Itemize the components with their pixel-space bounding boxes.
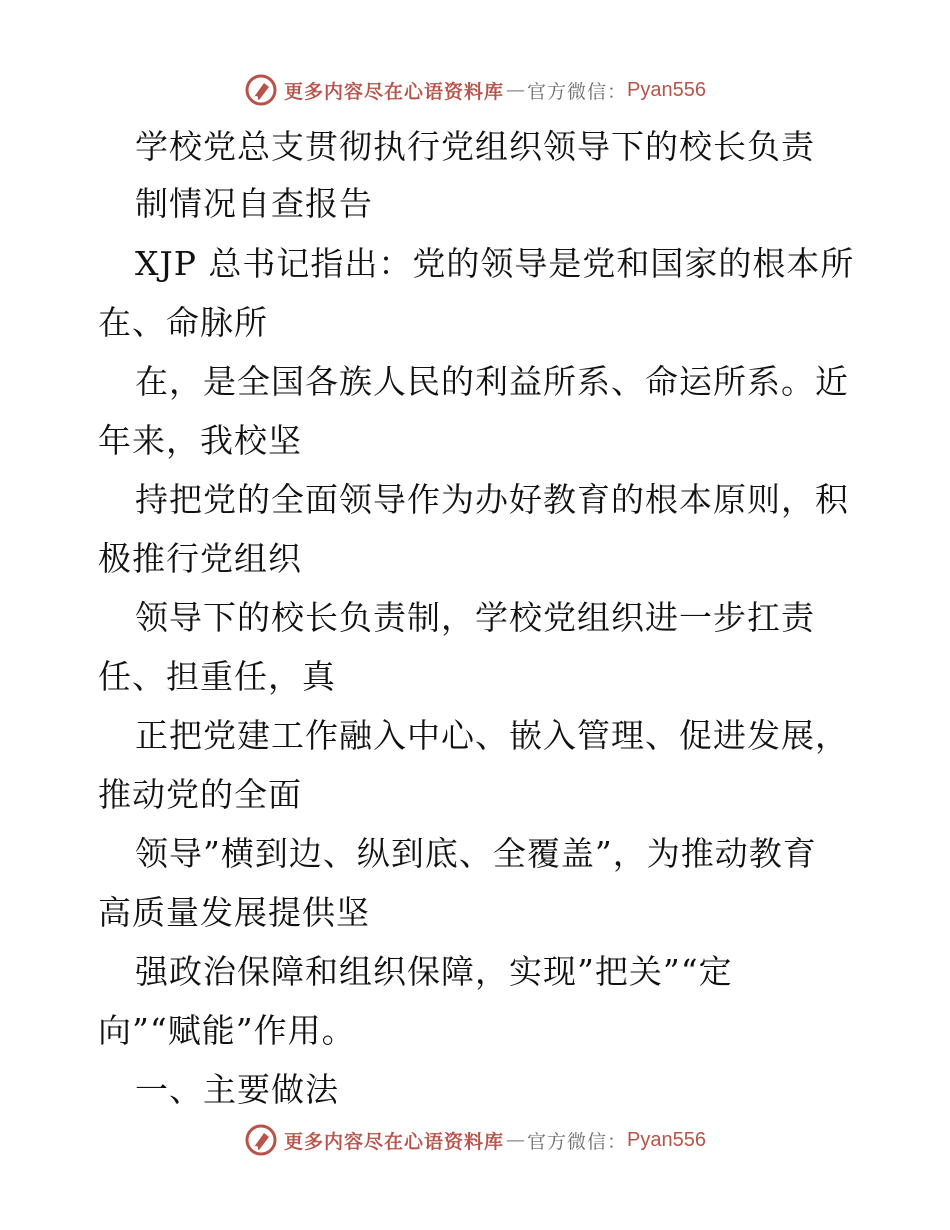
doc-line-16: 向”“赋能”作用。 [98,1011,356,1050]
pen-nib-logo-icon [244,73,278,107]
doc-line-14: 高质量发展提供坚 [98,893,370,932]
banner-wechat-label: 官方微信： [527,80,628,103]
banner-account: Pyan556 [627,78,706,101]
footer-banner [0,1120,950,1160]
doc-line-6: 年来，我校坚 [98,421,302,460]
banner-separator: — [506,79,526,101]
doc-line-10: 任、担重任，真 [98,657,336,696]
doc-line-5: 在，是全国各族人民的利益所系、命运所系。近 [135,362,849,401]
banner-separator: — [506,1129,526,1151]
doc-line-3: XJP 总书记指出：党的领导是党和国家的根本所 [135,244,855,283]
header-banner [0,70,950,110]
doc-line-7: 持把党的全面领导作为办好教育的根本原则，积 [135,480,849,519]
banner-site-text: 更多内容尽在心语资料库 [284,1130,505,1153]
banner-site-text: 更多内容尽在心语资料库 [284,80,505,103]
doc-line-12: 推动党的全面 [98,775,302,814]
banner-account: Pyan556 [627,1128,706,1151]
doc-line-11: 正把党建工作融入中心、嵌入管理、促进发展， [135,716,849,755]
doc-line-8: 极推行党组织 [98,539,302,578]
doc-line-13: 领导”横到边、纵到底、全覆盖”，为推动教育 [135,834,817,873]
banner-wechat-label: 官方微信： [527,1130,628,1153]
doc-line-15: 强政治保障和组织保障，实现”把关”“定 [135,952,733,991]
doc-line-9: 领导下的校长负责制，学校党组织进一步扛责 [135,598,815,637]
doc-line-2: 制情况自查报告 [135,184,373,223]
doc-line-17: 一、主要做法 [135,1070,339,1109]
pen-nib-logo-icon [244,1123,278,1157]
doc-line-1: 学校党总支贯彻执行党组织领导下的校长负责 [135,127,815,166]
doc-line-4: 在、命脉所 [98,303,268,342]
